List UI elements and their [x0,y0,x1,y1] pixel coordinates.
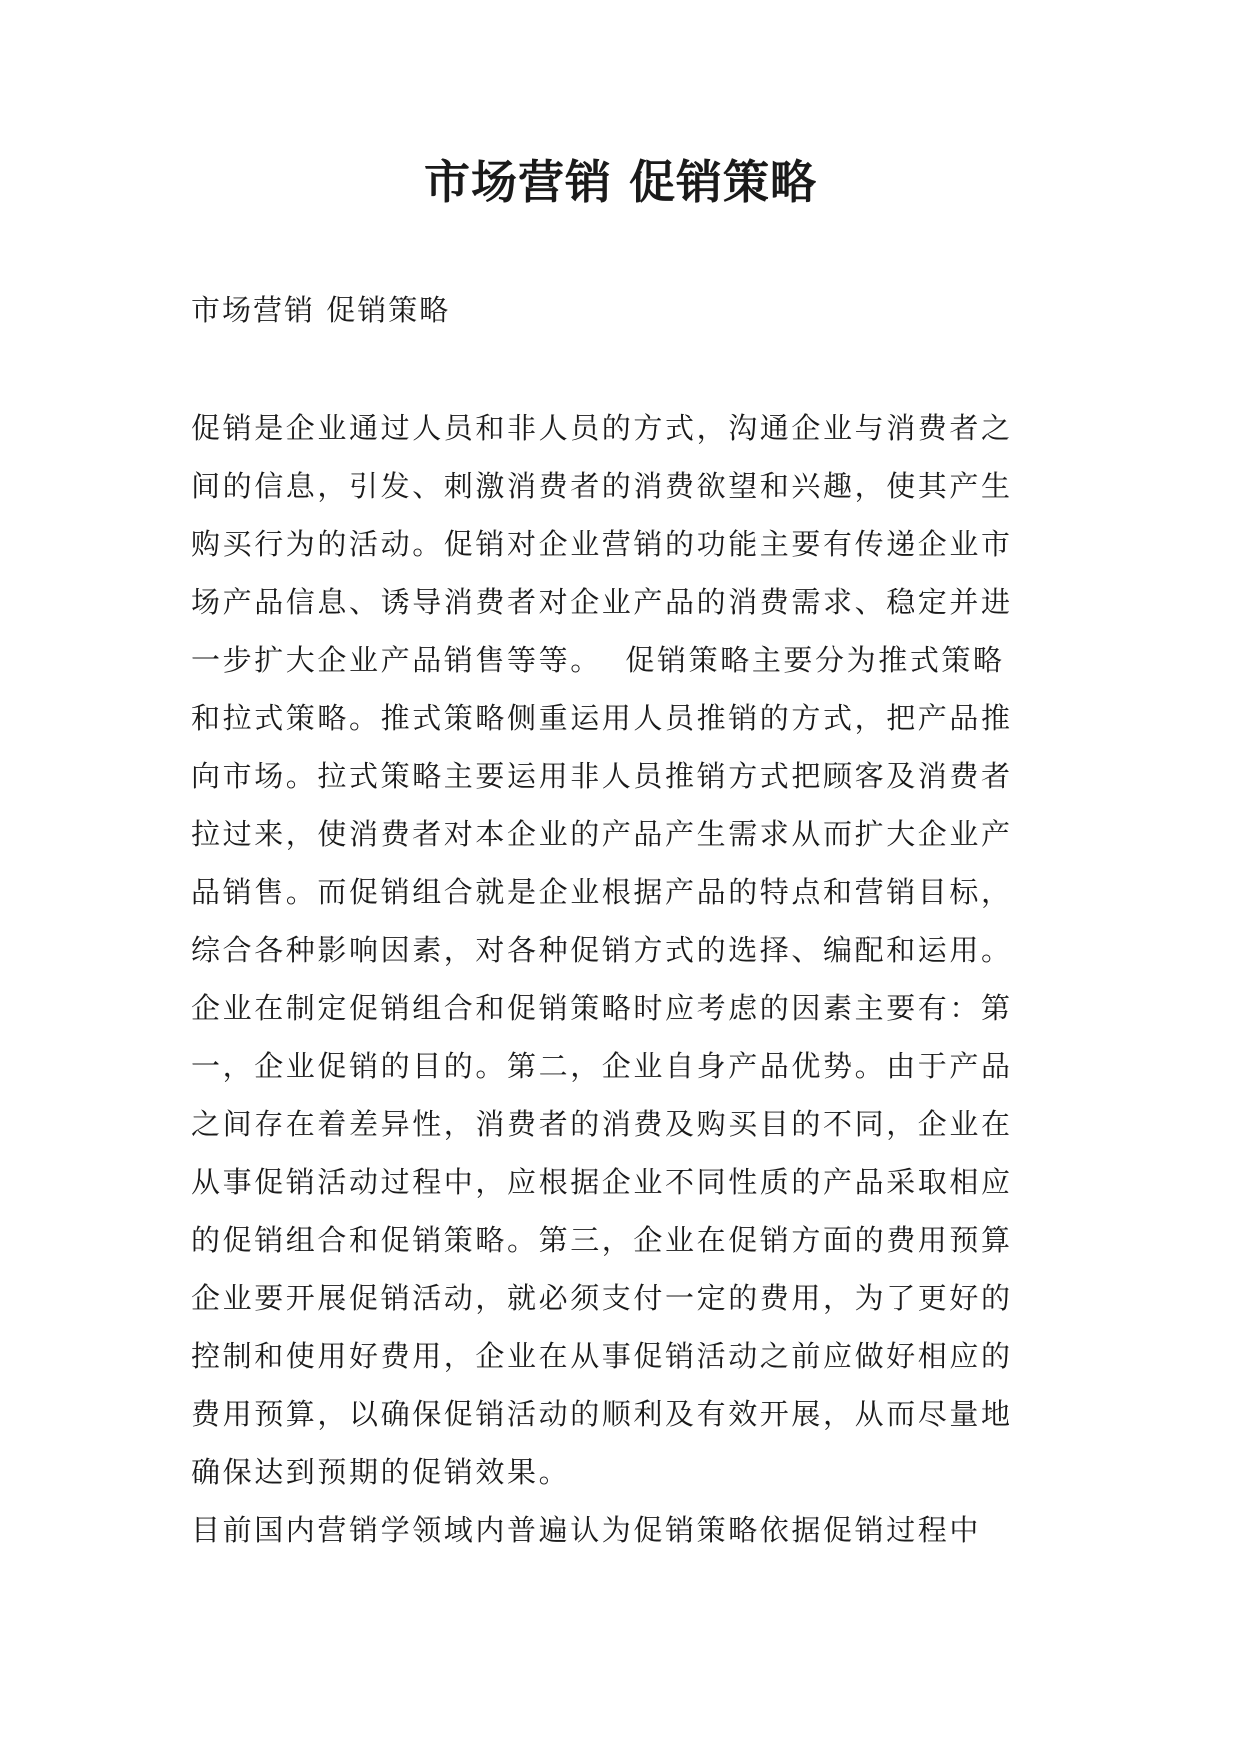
document-body [191,406,1013,1566]
document-subtitle: 市场营销 促销策略 [191,293,451,327]
body-line: 一，企业促销的目的。第二，企业自身产品优势。由于产品 [191,1049,1013,1083]
body-line: 从事促销活动过程中，应根据企业不同性质的产品采取相应 [191,1165,1013,1199]
body-line: 场产品信息、诱导消费者对企业产品的消费需求、稳定并进 [191,585,1013,619]
body-line: 品销售。而促销组合就是企业根据产品的特点和营销目标， [191,875,1013,909]
document-title: 市场营销 促销策略 [423,155,817,209]
body-line: 之间存在着差异性，消费者的消费及购买目的不同，企业在 [191,1107,1013,1141]
body-line: 控制和使用好费用，企业在从事促销活动之前应做好相应的 [191,1339,1013,1373]
body-line: 企业要开展促销活动，就必须支付一定的费用，为了更好的 [191,1281,1013,1315]
body-line: 拉过来，使消费者对本企业的产品产生需求从而扩大企业产 [191,817,1013,851]
body-line: 目前国内营销学领域内普遍认为促销策略依据促销过程中 [191,1513,982,1547]
body-line: 一步扩大企业产品销售等等。 促销策略主要分为推式策略 [191,643,1005,677]
body-line: 企业在制定促销组合和促销策略时应考虑的因素主要有：第 [191,991,1013,1025]
body-line: 间的信息，引发、刺激消费者的消费欲望和兴趣，使其产生 [191,469,1013,503]
body-line: 购买行为的活动。促销对企业营销的功能主要有传递企业市 [191,527,1013,561]
body-line: 费用预算，以确保促销活动的顺利及有效开展，从而尽量地 [191,1397,1013,1431]
body-line: 和拉式策略。推式策略侧重运用人员推销的方式，把产品推 [191,701,1013,735]
body-line: 综合各种影响因素，对各种促销方式的选择、编配和运用。 [191,933,1013,967]
body-line: 确保达到预期的促销效果。 [191,1455,571,1489]
body-line: 促销是企业通过人员和非人员的方式，沟通企业与消费者之 [191,411,1013,445]
body-line: 的促销组合和促销策略。第三，企业在促销方面的费用预算 [191,1223,1013,1257]
body-line: 向市场。拉式策略主要运用非人员推销方式把顾客及消费者 [191,759,1013,793]
